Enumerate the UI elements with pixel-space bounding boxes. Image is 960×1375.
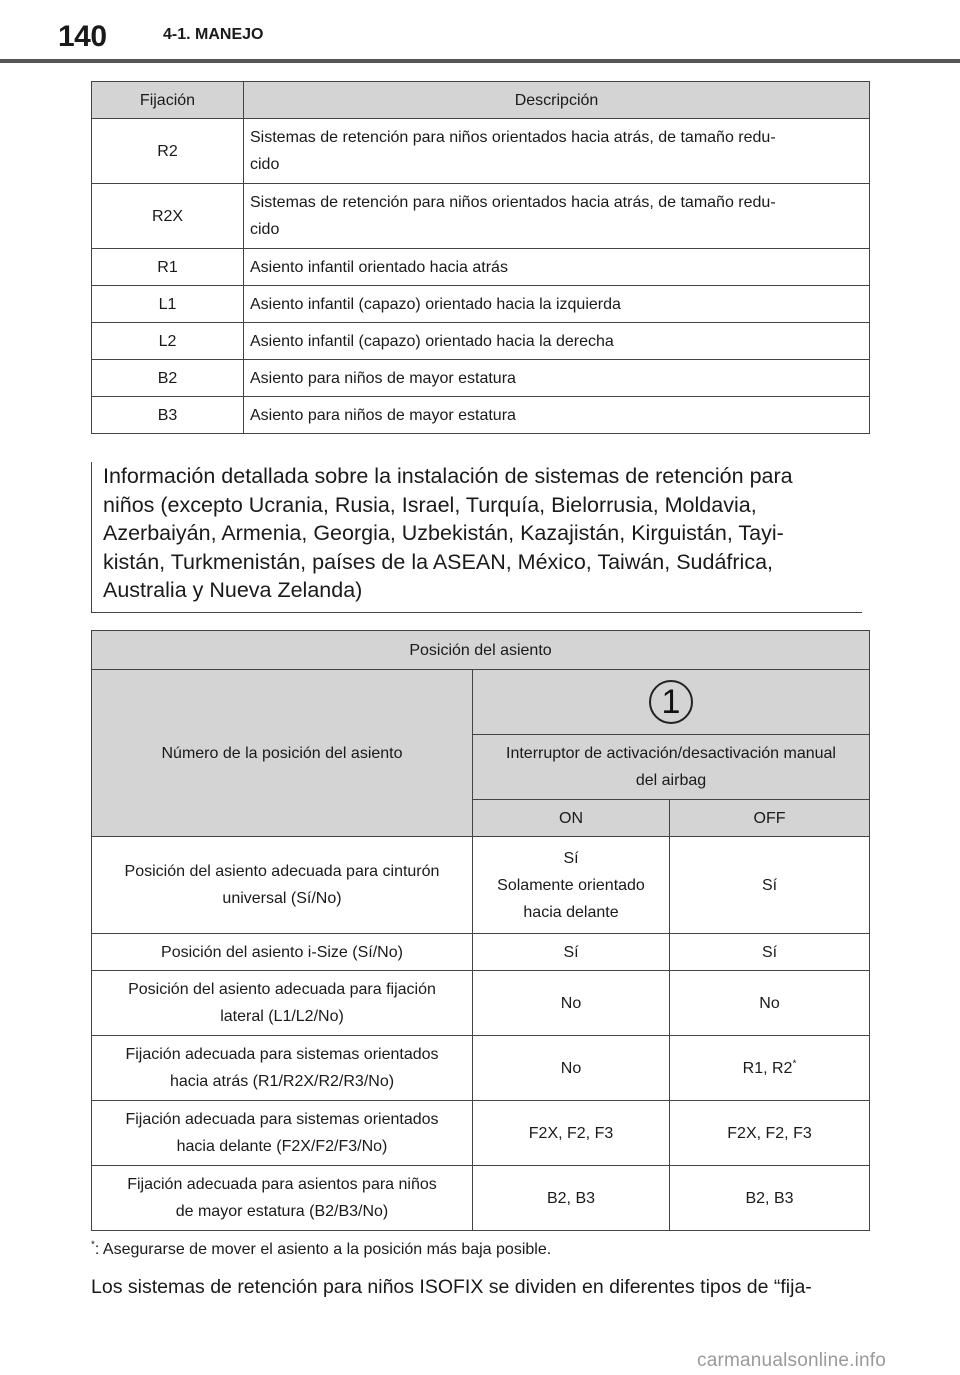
info-line: kistán, Turkmenistán, países de la ASEAN, México, Taiwán, Sudáfrica, <box>103 549 774 574</box>
off-value: No <box>670 971 870 1036</box>
page-number: 140 <box>58 20 107 53</box>
table-row <box>92 934 870 971</box>
footnote-mark: * <box>792 1058 797 1070</box>
on-value: B2, B3 <box>473 1166 670 1231</box>
header-rule <box>0 59 960 63</box>
fixation-description <box>244 184 870 249</box>
on-value: No <box>473 1036 670 1101</box>
airbag-switch-header: Interruptor de activación/desactivación manual del airbag <box>473 735 870 800</box>
row-label: Fijación adecuada para asientos para niños de mayor estatura (B2/B3/No) <box>92 1166 473 1231</box>
table-row <box>92 184 870 249</box>
seat-number-label: Número de la posición del asiento <box>92 670 473 837</box>
column-header-description: Descripción <box>244 82 870 119</box>
fixation-table <box>91 81 870 434</box>
column-header-fixation: Fijación <box>92 82 244 119</box>
row-label: Posición del asiento i-Size (Sí/No) <box>92 934 473 971</box>
on-value: Sí Solamente orientado hacia delante <box>473 837 670 934</box>
fixation-description: Asiento para niños de mayor estatura <box>244 397 870 434</box>
row-label: Posición del asiento adecuada para cinturón universal (Sí/No) <box>92 837 473 934</box>
table-row <box>92 119 870 184</box>
row-label: Fijación adecuada para sistemas orientados hacia delante (F2X/F2/F3/No) <box>92 1101 473 1166</box>
table-row <box>92 971 870 1036</box>
on-value: F2X, F2, F3 <box>473 1101 670 1166</box>
table-row <box>92 323 870 360</box>
fixation-description: Asiento infantil (capazo) orientado hacia la izquierda <box>244 286 870 323</box>
row-label: Fijación adecuada para sistemas orientados hacia atrás (R1/R2X/R2/R3/No) <box>92 1036 473 1101</box>
fixation-code: B3 <box>92 397 244 434</box>
table-row <box>92 249 870 286</box>
table-row <box>92 286 870 323</box>
off-value: B2, B3 <box>670 1166 870 1231</box>
fixation-description: Asiento para niños de mayor estatura <box>244 360 870 397</box>
off-value: Sí <box>670 837 870 934</box>
body-paragraph: Los sistemas de retención para niños ISOFIX se dividen en diferentes tipos de “fija- <box>91 1276 812 1298</box>
seat-number-cell <box>473 670 870 735</box>
off-value: Sí <box>670 934 870 971</box>
description-line: Sistemas de retención para niños orientados hacia atrás, de tamaño redu- <box>250 129 776 146</box>
table-row <box>92 1166 870 1231</box>
off-value: F2X, F2, F3 <box>670 1101 870 1166</box>
page-header <box>0 0 960 64</box>
footnote-mark: * <box>91 1239 95 1251</box>
fixation-code: L1 <box>92 286 244 323</box>
on-column-header: ON <box>473 800 670 837</box>
table-row <box>92 360 870 397</box>
on-value: No <box>473 971 670 1036</box>
row-label: Posición del asiento adecuada para fijación lateral (L1/L2/No) <box>92 971 473 1036</box>
fixation-description <box>244 119 870 184</box>
off-value: R1, R2* <box>670 1036 870 1101</box>
footnote-text: : Asegurarse de mover el asiento a la posición más baja posible. <box>94 1241 552 1258</box>
info-heading <box>103 462 863 605</box>
table-row <box>92 1101 870 1166</box>
description-line: cido <box>250 156 280 173</box>
table-row <box>92 837 870 934</box>
info-line: Australia y Nueva Zelanda) <box>103 578 363 602</box>
seat-number-circle-icon: 1 <box>649 680 693 724</box>
fixation-code: R1 <box>92 249 244 286</box>
fixation-description: Asiento infantil orientado hacia atrás <box>244 249 870 286</box>
footnote <box>91 1241 551 1259</box>
fixation-description: Asiento infantil (capazo) orientado hacia la derecha <box>244 323 870 360</box>
table-row <box>92 1036 870 1101</box>
description-line: Sistemas de retención para niños orientados hacia atrás, de tamaño redu- <box>250 194 776 211</box>
fixation-code: R2 <box>92 119 244 184</box>
fixation-code: B2 <box>92 360 244 397</box>
description-line: cido <box>250 221 280 238</box>
fixation-code: L2 <box>92 323 244 360</box>
table-row <box>92 397 870 434</box>
info-line: niños (excepto Ucrania, Rusia, Israel, Turquía, Bielorrusia, Moldavia, <box>103 492 757 517</box>
table-header-row <box>92 82 870 119</box>
info-line: Información detallada sobre la instalación de sistemas de retención para <box>103 464 793 488</box>
off-column-header: OFF <box>670 800 870 837</box>
seat-position-title: Posición del asiento <box>92 631 870 670</box>
table-header-row <box>92 670 870 735</box>
watermark: carmanualsonline.info <box>697 1350 887 1371</box>
fixation-code: R2X <box>92 184 244 249</box>
on-value: Sí <box>473 934 670 971</box>
chapter-title: 4-1. MANEJO <box>163 26 264 43</box>
table-header-row <box>92 631 870 670</box>
seat-position-table <box>91 630 870 1231</box>
info-line: Azerbaiyán, Armenia, Georgia, Uzbekistán, Kazajistán, Kirguistán, Tayi- <box>103 521 784 545</box>
